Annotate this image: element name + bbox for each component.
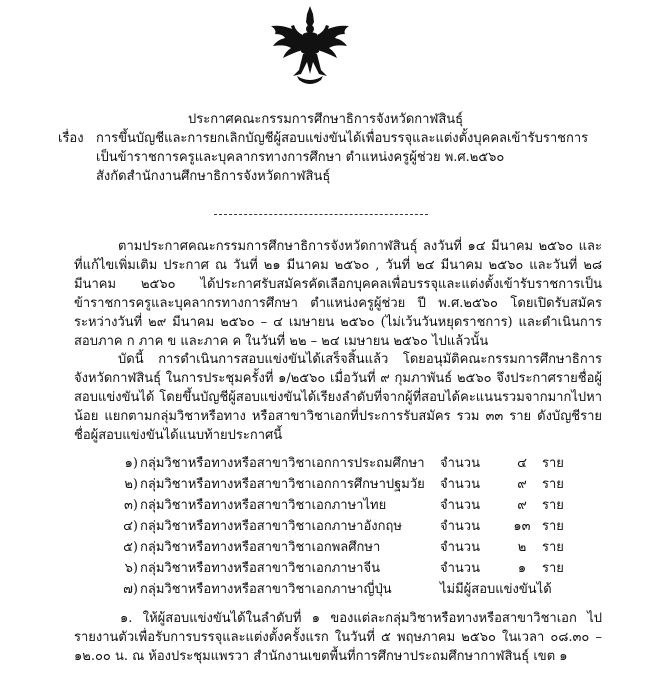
group-number: ๒) <box>124 477 138 492</box>
group-number: ๓) <box>124 498 138 513</box>
group-number: ๖) <box>124 561 138 576</box>
group-label: กลุ่มวิชาหรือทางหรือสาขาวิชาเอกการศึกษาปฐมวัย <box>140 477 425 492</box>
group-note: ไม่มีผู้สอบแข่งขันได้ <box>440 582 552 597</box>
subject-line-1: การขึ้นบัญชีและการยกเลิกบัญชีผู้สอบแข่งขันได้เพื่อบรรจุและแต่งตั้งบุคคลเข้ารับราชการ <box>96 131 589 146</box>
group-row <box>120 452 580 473</box>
subject-label: เรื่อง <box>58 131 84 146</box>
group-suffix: ราย <box>542 519 564 534</box>
subject-line-2: เป็นข้าราชการครูและบุคลากรทางการศึกษา ตำแหน่งครูผู้ช่วย พ.ศ.๒๕๖๐ <box>96 150 505 165</box>
group-suffix: ราย <box>542 561 564 576</box>
group-unit: จำนวน <box>440 540 480 555</box>
group-row <box>120 536 580 557</box>
group-row <box>120 494 580 515</box>
group-number: ๑) <box>124 456 138 471</box>
group-unit: จำนวน <box>440 498 480 513</box>
group-unit: จำนวน <box>440 477 480 492</box>
group-suffix: ราย <box>542 456 564 471</box>
group-count: ๒ <box>517 540 527 555</box>
separator-line <box>214 214 428 215</box>
garuda-emblem-icon <box>263 4 357 88</box>
group-unit: จำนวน <box>440 456 480 471</box>
group-number: ๕) <box>123 540 138 555</box>
group-count: ๔ <box>517 456 527 471</box>
group-count: ๙ <box>517 498 527 513</box>
group-label: กลุ่มวิชาหรือทางหรือสาขาวิชาเอกพลศึกษา <box>140 540 381 555</box>
subject-line-3: สังกัดสำนักงานศึกษาธิการจังหวัดกาฬสินธุ์ <box>96 169 331 184</box>
group-suffix: ราย <box>542 498 564 513</box>
group-row <box>120 557 580 578</box>
paragraph-2: บัดนี้ การดำเนินการสอบแข่งขันได้เสร็จสิ้นแล้ว โดยอนุมัติคณะกรรมการศึกษาธิการจังหวัดกาฬสินธุ์ ในการประชุมครั้งที่ ๑/๒๕๖๐ เมื่อวันที่ ๙ กุมภาพันธ์ ๒๕๖๐ จึงประกาศรายชื่อผู้สอบแข่งขันได้ โดยขึ้นบัญชีผู้สอบแข่งขันได้เรียงลำดับที่จากผู้ที่สอบได้คะแนนรวมจากมากไปหาน้อย แยกตามกลุ่มวิชาหรือทาง หรือสาขาวิชาเอกที่ประการรับสมัคร รวม ๓๓ ราย ดังบัญชีรายชื่อผู้สอบแข่งขันได้แนบท้ายประกาศนี้ <box>74 352 602 443</box>
group-count: ๑๓ <box>513 519 531 534</box>
group-number: ๔) <box>123 519 138 534</box>
group-label: กลุ่มวิชาหรือทางหรือสาขาวิชาเอกภาษาไทย <box>140 498 387 513</box>
announcement-title: ประกาศคณะกรรมการศึกษาธิการจังหวัดกาฬสินธุ์ <box>188 112 464 127</box>
group-suffix: ราย <box>542 477 564 492</box>
group-row <box>120 473 580 494</box>
group-row <box>120 515 580 536</box>
group-number: ๗) <box>123 582 138 597</box>
group-label: กลุ่มวิชาหรือทางหรือสาขาวิชาเอกการประถมศึกษา <box>140 456 425 471</box>
group-list <box>120 452 580 599</box>
group-unit: จำนวน <box>440 519 480 534</box>
group-label: กลุ่มวิชาหรือทางหรือสาขาวิชาเอกภาษาจีน <box>140 561 380 576</box>
group-label: กลุ่มวิชาหรือทางหรือสาขาวิชาเอกภาษาอังกฤษ <box>140 519 402 534</box>
group-count: ๑ <box>517 561 527 576</box>
group-suffix: ราย <box>542 540 564 555</box>
paragraph-3: ๑. ให้ผู้สอบแข่งขันได้ในลำดับที่ ๑ ของแต่ละกลุ่มวิชาหรือทางหรือสาขาวิชาเอก ไปรายงานตัวเพื่อรับการบรรจุและแต่งตั้งครั้งแรก ในวันที่ ๕ พฤษภาคม ๒๕๖๐ ในเวลา ๐๘.๓๐ – ๑๒.๐๐ น. ณ ห้องประชุมแพรวา สำนักงานเขตพื้นที่การศึกษาประถมศึกษากาฬสินธุ์ เขต ๑ <box>74 611 602 664</box>
paragraph-1: ตามประกาศคณะกรรมการศึกษาธิการจังหวัดกาฬสินธุ์ ลงวันที่ ๑๔ มีนาคม ๒๕๖๐ และที่แก้ไขเพิ่มเติม ประกาศ ณ วันที่ ๒๑ มีนาคม ๒๕๖๐ , วันที่ ๒๔ มีนาคม ๒๕๖๐ และวันที่ ๒๘ มีนาคม ๒๕๖๐ ได้ประกาศรับสมัครคัดเลือกบุคคลเพื่อบรรจุและแต่งตั้งเข้ารับราชการเป็นข้าราชการครูและบุคลากรทางการศึกษา ตำแหน่งครูผู้ช่วย ปี พ.ศ.๒๕๖๐ โดยเปิดรับสมัครระหว่างวันที่ ๒๙ มีนาคม ๒๕๖๐ – ๔ เมษายน ๒๕๖๐ (ไม่เว้นวันหยุดราชการ) และดำเนินการสอบภาค ก ภาค ข และภาค ค ในวันที่ ๒๒ – ๒๔ เมษายน ๒๕๖๐ ไปแล้วนั้น <box>74 239 602 349</box>
group-count: ๙ <box>517 477 527 492</box>
group-label: กลุ่มวิชาหรือทางหรือสาขาวิชาเอกภาษาญี่ปุ่น <box>140 582 392 597</box>
group-unit: จำนวน <box>440 561 480 576</box>
group-row <box>120 578 580 599</box>
